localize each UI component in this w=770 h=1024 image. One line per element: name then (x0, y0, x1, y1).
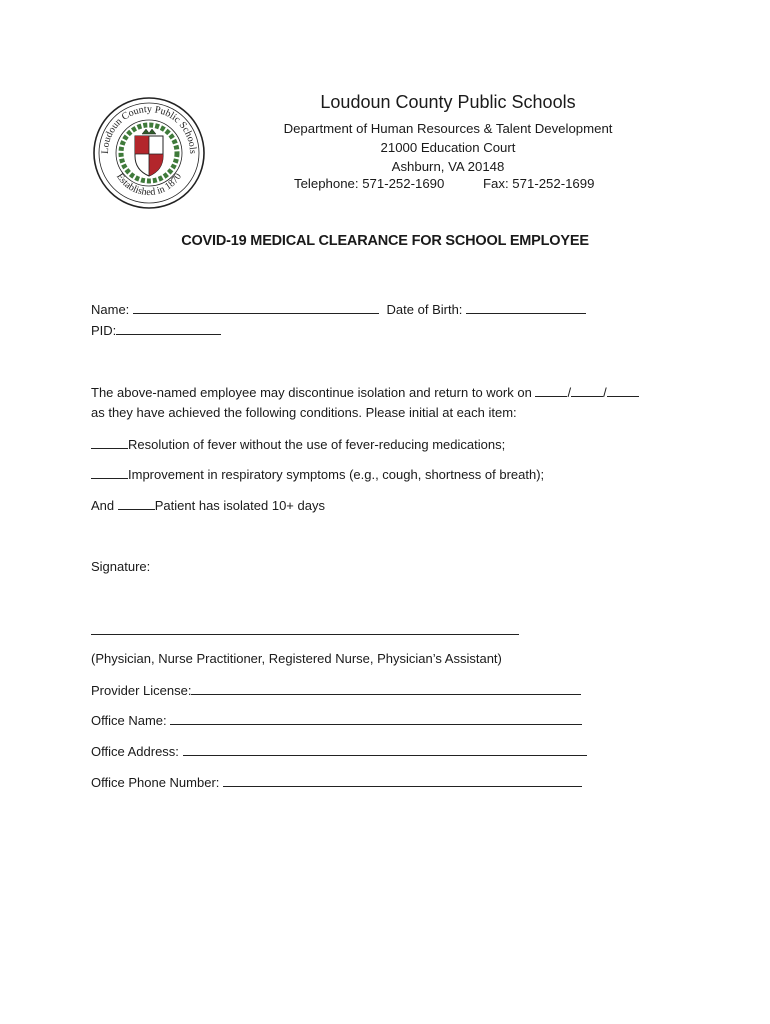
return-month-blank[interactable] (535, 384, 567, 397)
return-statement-line-1 (91, 384, 639, 400)
dob-label: Date of Birth: (386, 302, 463, 317)
condition-isolation (91, 497, 325, 513)
return-day-blank[interactable] (571, 384, 603, 397)
office-address-label: Office Address: (91, 744, 179, 759)
office-name-label: Office Name: (91, 713, 167, 728)
fax-number: Fax: 571-252-1699 (483, 176, 595, 191)
condition-isolation-text: Patient has isolated 10+ days (154, 498, 325, 513)
condition-respiratory-text: Improvement in respiratory symptoms (e.g., cough, shortness of breath); (128, 467, 545, 482)
name-field (91, 301, 586, 317)
condition-fever-text: Resolution of fever without the use of fever-reducing medications; (128, 437, 506, 452)
pid-field (91, 322, 221, 338)
date-separator-2: / (603, 385, 607, 400)
and-label: And (91, 498, 115, 513)
provider-license-blank[interactable] (191, 682, 581, 695)
svg-text:Established in 1870: Established in 1870 (113, 171, 185, 199)
initial-blank-respiratory[interactable] (91, 466, 128, 479)
office-phone-blank[interactable] (223, 774, 582, 787)
return-statement-line-2: as they have achieved the following conditions. Please initial at each item: (91, 405, 517, 420)
pid-label: PID: (91, 323, 117, 338)
signature-label: Signature: (91, 559, 151, 574)
office-name-field (91, 712, 582, 728)
signature-line[interactable] (91, 634, 519, 635)
office-address-blank[interactable] (183, 743, 587, 756)
name-label: Name: (91, 302, 130, 317)
provider-license-field (91, 682, 581, 698)
city-address: Ashburn, VA 20148 (391, 159, 505, 174)
return-year-blank[interactable] (607, 384, 639, 397)
signer-types-note: (Physician, Nurse Practitioner, Registered Nurse, Physician’s Assistant) (91, 651, 502, 666)
condition-fever (91, 436, 505, 452)
initial-blank-fever[interactable] (91, 436, 128, 449)
school-seal-logo (92, 96, 206, 210)
svg-text:Loudoun County Public Schools: Loudoun County Public Schools (99, 103, 199, 155)
department-name: Department of Human Resources & Talent Development (283, 121, 613, 136)
office-name-blank[interactable] (170, 712, 582, 725)
pid-blank[interactable] (116, 322, 221, 335)
name-blank[interactable] (133, 301, 379, 314)
office-phone-label: Office Phone Number: (91, 775, 220, 790)
return-statement-text: The above-named employee may discontinue isolation and return to work on (91, 385, 532, 400)
date-separator-1: / (567, 385, 572, 400)
organization-name: Loudoun County Public Schools (320, 92, 576, 112)
provider-license-label: Provider License: (91, 683, 192, 698)
initial-blank-isolation[interactable] (118, 497, 155, 510)
condition-respiratory (91, 466, 544, 482)
form-title: COVID-19 MEDICAL CLEARANCE FOR SCHOOL EMPLOYEE (181, 233, 589, 249)
telephone-number: Telephone: 571-252-1690 (294, 176, 445, 191)
dob-blank[interactable] (466, 301, 586, 314)
office-phone-field (91, 774, 582, 790)
office-address-field (91, 743, 587, 759)
street-address: 21000 Education Court (380, 140, 516, 155)
